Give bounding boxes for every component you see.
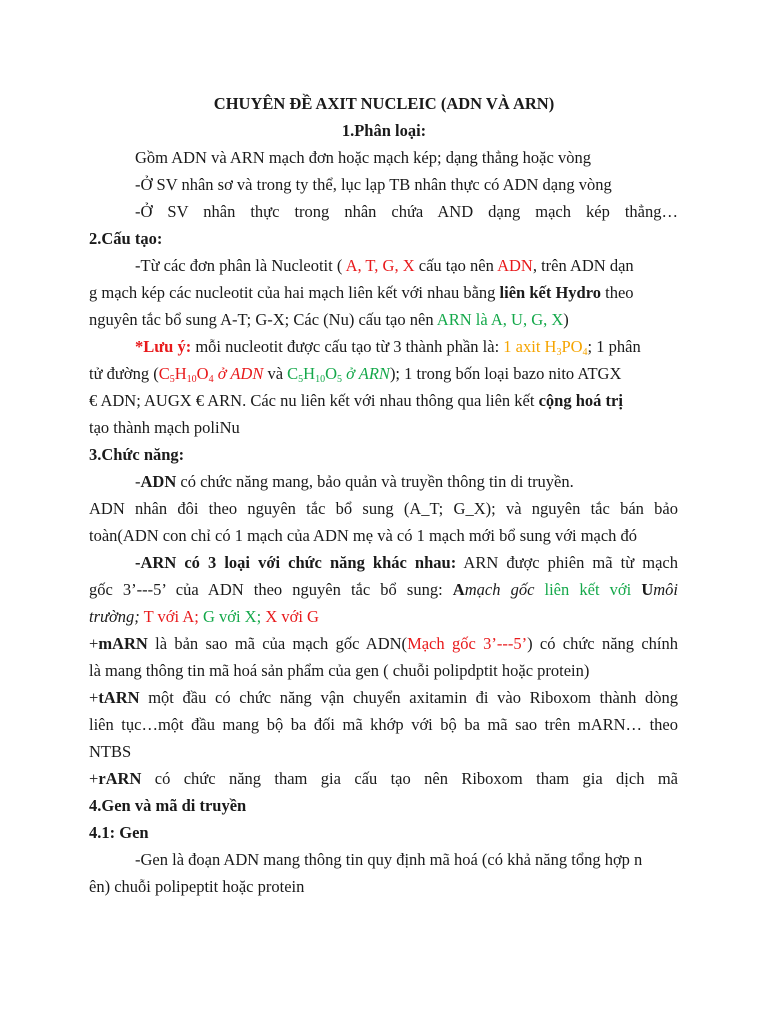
- italic-term: môi: [653, 580, 678, 599]
- text-run: và: [263, 364, 288, 383]
- text-run: g mạch kép các nucleotit của hai mạch liên kết với nhau bằng: [89, 283, 500, 302]
- paragraph-line: [89, 283, 678, 303]
- highlight-green: G với X;: [198, 607, 262, 626]
- text-run: -: [135, 472, 141, 491]
- text-run: ); 1 trong bốn loại bazo nito ATGX: [389, 364, 622, 383]
- paragraph-line: NTBS: [89, 742, 132, 761]
- paragraph-line: ADN nhân đôi theo nguyên tắc bổ sung (A_T; G_X); và nguyên tắc bán bảo: [89, 499, 678, 518]
- bold-term: mARN: [98, 634, 148, 653]
- paragraph-line: [89, 607, 678, 627]
- paragraph-line: [135, 472, 678, 492]
- paragraph-line: [89, 364, 678, 384]
- paragraph-line: [135, 256, 678, 276]
- highlight-red: ADN: [497, 256, 533, 275]
- paragraph-line: -Ở SV nhân sơ và trong ty thể, lục lạp TB nhân thực có ADN dạng vòng: [135, 175, 612, 194]
- paragraph-line: Gồm ADN và ARN mạch đơn hoặc mạch kép; dạng thẳng hoặc vòng: [135, 148, 591, 167]
- section-1-heading: 1.Phân loại:: [341, 121, 427, 140]
- paragraph-line: [135, 553, 678, 573]
- text-run: nguyên tắc bổ sung A-T; G-X; Các (Nu) cấu tạo nên: [89, 310, 437, 329]
- formula-deoxyribose: $C_5H_{10}O_4$ ở ADN: [158, 364, 264, 385]
- highlight-red: T với A;: [139, 607, 199, 626]
- text-run: cấu tạo nên: [414, 256, 498, 275]
- highlight-green: ARN là A, U, G, X: [436, 310, 564, 329]
- text-run: € ADN; AUGX € ARN. Các nu liên kết với nhau thông qua liên kết: [89, 391, 539, 410]
- bold-term: liên kết Hydro: [499, 283, 601, 302]
- text-run: -Từ các đơn phân là Nucleotit (: [135, 256, 346, 275]
- text-run: +: [89, 688, 99, 707]
- text-run: , trên ADN dạn: [532, 256, 634, 275]
- paragraph-line: [89, 310, 678, 330]
- italic-term: mạch gốc: [464, 580, 535, 599]
- paragraph-line: ên) chuỗi polipeptit hoặc protein: [89, 877, 305, 896]
- highlight-red: X với G: [261, 607, 319, 626]
- note-line: [135, 337, 678, 357]
- paragraph-line: liên tục…một đầu mang bộ ba đối mã khớp với bộ ba mã sao trên mARN… theo: [89, 715, 678, 734]
- bold-term: U: [641, 580, 654, 599]
- paragraph-line: -Gen là đoạn ADN mang thông tin quy định mã hoá (có khả năng tổng hợp n: [135, 850, 643, 869]
- text-run: ): [563, 310, 569, 329]
- bold-term: rARN: [98, 769, 142, 788]
- bold-term: ADN: [140, 472, 177, 491]
- paragraph-line: là mang thông tin mã hoá sản phẩm của gen ( chuỗi polipdptit hoặc protein): [89, 661, 590, 680]
- section-4-heading: 4.Gen và mã di truyền: [89, 796, 247, 815]
- formula-h3po4: 1 axit $H_3PO_4$: [503, 337, 588, 358]
- paragraph-line: tạo thành mạch poliNu: [89, 418, 240, 437]
- section-2-heading: 2.Cấu tạo:: [89, 229, 163, 248]
- note-label: *Lưu ý:: [135, 337, 192, 356]
- text-run: mỗi nucleotit được cấu tạo từ 3 thành phần là:: [191, 337, 504, 356]
- document-title: CHUYÊN ĐỀ AXIT NUCLEIC (ADN VÀ ARN): [213, 94, 555, 113]
- paragraph-line: [89, 391, 678, 411]
- highlight-red: Mạch gốc 3’---5’: [407, 634, 528, 653]
- formula-ribose: $C_5H_{10}O_5$ ở ARN: [287, 364, 390, 385]
- text-run: theo: [600, 283, 634, 302]
- text-run: là bản sao mã của mạch gốc ADN(: [147, 634, 408, 653]
- bold-term: cộng hoá trị: [538, 391, 623, 410]
- paragraph-line: -Ở SV nhân thực trong nhân chứa AND dạng mạch kép thẳng…: [135, 202, 678, 221]
- highlight-green: liên kết với: [534, 580, 642, 599]
- text-run: ARN được phiên mã từ mạch: [456, 553, 679, 572]
- highlight-red: A, T, G, X: [345, 256, 415, 275]
- paragraph-line: [89, 580, 678, 600]
- paragraph-line: [89, 769, 678, 789]
- paragraph-line: [89, 634, 678, 654]
- text-run: gốc 3’---5’ của ADN theo nguyên tắc bổ sung:: [89, 580, 453, 599]
- paragraph-line: toàn(ADN con chỉ có 1 mạch của ADN mẹ và có 1 mạch mới bổ sung với mạch đó: [89, 526, 638, 545]
- text-run: có chức năng tham gia cấu tạo nên Riboxom tham gia dịch mã: [141, 769, 678, 788]
- bold-term: -ARN có 3 loại với chức năng khác nhau:: [135, 553, 457, 572]
- text-run: +: [89, 634, 99, 653]
- bold-term: tARN: [98, 688, 140, 707]
- text-run: +: [89, 769, 99, 788]
- italic-term: trường;: [89, 607, 140, 626]
- text-run: tử đường (: [89, 364, 159, 383]
- subsection-heading: 4.1: Gen: [89, 823, 149, 842]
- text-run: ) có chức năng chính: [527, 634, 679, 653]
- bold-term: A: [452, 580, 465, 599]
- paragraph-line: [89, 688, 678, 708]
- section-3-heading: 3.Chức năng:: [89, 445, 185, 464]
- text-run: ; 1 phân: [587, 337, 641, 356]
- text-run: một đầu có chức năng vận chuyển axitamin đi vào Riboxom thành dòng: [139, 688, 678, 707]
- text-run: có chức năng mang, bảo quản và truyền thông tin di truyền.: [176, 472, 574, 491]
